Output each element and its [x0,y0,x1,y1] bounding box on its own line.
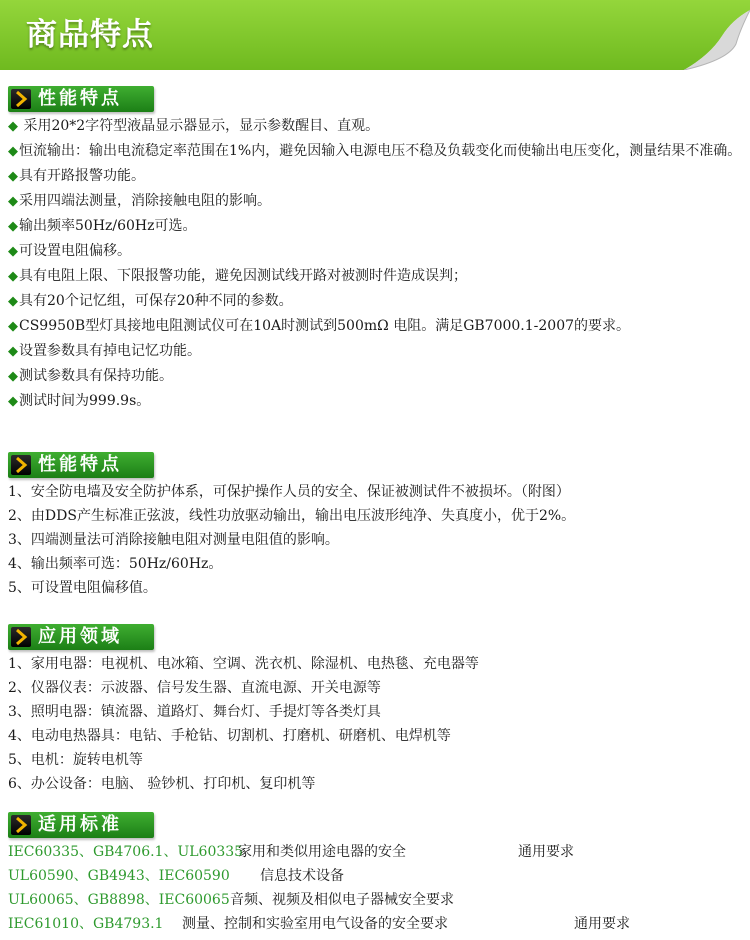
standard-codes: UL60590、GB4943、IEC60590 [8,868,230,884]
list-item: ◆测试时间为999.9s。 [8,393,151,409]
standard-codes: IEC61010、GB4793.1 [8,916,164,932]
header-banner [0,0,750,70]
list-item: 2、仪器仪表：示波器、信号发生器、直流电源、开关电源等 [8,680,381,696]
list-item: ◆具有电阻上限、下限报警功能，避免因测试线开路对被测时件造成误判； [8,268,467,284]
application-list [8,652,746,796]
list-item: 6、办公设备：电脑、 验钞机、打印机、复印机等 [8,776,316,792]
diamond-icon: ◆ [8,144,18,159]
list-item: ◆可设置电阻偏移。 [8,243,131,259]
list-item: 5、可设置电阻偏移值。 [8,580,157,596]
feature-list-2 [8,480,746,600]
list-item: ◆恒流输出：输出电流稳定率范围在1%内，避免因输入电源电压不稳及负载变化而使输出电压变化，测量结果不准确。 [8,143,742,159]
section-tag-application [8,624,154,650]
list-item: ◆设置参数具有掉电记忆功能。 [8,343,201,359]
chevron-right-icon [11,455,31,475]
diamond-icon: ◆ [8,119,18,134]
standard-codes: UL60065、GB8898、IEC60065 [8,892,230,908]
list-item: 4、输出频率可选：50Hz/60Hz。 [8,556,223,572]
list-item: 3、照明电器：镇流器、道路灯、舞台灯、手提灯等各类灯具 [8,704,381,720]
list-item: 1、家用电器：电视机、电冰箱、空调、洗衣机、除湿机、电热毯、充电器等 [8,656,479,672]
standard-codes: IEC60335、GB4706.1、UL60335 [8,844,244,860]
standard-description: 信息技术设备 [260,868,344,884]
section-tag-label: 应用领域 [38,626,122,647]
diamond-icon: ◆ [8,194,18,209]
page-curl-icon [670,0,750,70]
list-item: ◆ 采用20*2字符型液晶显示器显示，显示参数醒目、直观。 [8,118,380,134]
diamond-icon: ◆ [8,394,18,409]
chevron-right-icon [11,815,31,835]
standard-row [8,912,748,936]
standard-requirement: 通用要求 [574,916,630,932]
section-tag-performance-2 [8,452,154,478]
chevron-right-icon [11,627,31,647]
list-item: ◆CS9950B型灯具接地电阻测试仪可在10A时测试到500mΩ 电阻。满足GB7000.1-2007的要求。 [8,318,631,334]
list-item: ◆输出频率50Hz/60Hz可选。 [8,218,197,234]
standard-requirement: 通用要求 [518,844,574,860]
section-tag-label: 性能特点 [38,88,122,109]
section-tag-performance [8,86,154,112]
list-item: ◆测试参数具有保持功能。 [8,368,173,384]
diamond-icon: ◆ [8,369,18,384]
standard-description: 家用和类似用途电器的安全 [238,844,406,860]
standards-list [8,840,748,936]
standard-row [8,864,748,888]
list-item: 1、安全防电墙及安全防护体系，可保护操作人员的安全、保证被测试件不被损坏。（附图） [8,484,570,500]
diamond-icon: ◆ [8,244,18,259]
list-item: ◆具有开路报警功能。 [8,168,145,184]
standard-row [8,840,748,864]
banner-title: 商品特点 [26,17,154,53]
section-tag-standards [8,812,154,838]
diamond-icon: ◆ [8,269,18,284]
section-tag-label: 适用标准 [38,814,122,835]
list-item: ◆采用四端法测量，消除接触电阻的影响。 [8,193,271,209]
diamond-icon: ◆ [8,344,18,359]
feature-list [8,114,746,414]
list-item: ◆具有20个记忆组，可保存20种不同的参数。 [8,293,293,309]
standard-description: 音频、视频及相似电子器械安全要求 [230,892,454,908]
list-item: 2、由DDS产生标准正弦波，线性功放驱动输出，输出电压波形纯净、失真度小，优于2%。 [8,508,576,524]
list-item: 4、电动电热器具：电钻、手枪钻、切割机、打磨机、研磨机、电焊机等 [8,728,451,744]
standard-description: 测量、控制和实验室用电气设备的安全要求 [182,916,448,932]
list-item: 5、电机：旋转电机等 [8,752,143,768]
diamond-icon: ◆ [8,319,18,334]
section-tag-label: 性能特点 [38,454,122,475]
diamond-icon: ◆ [8,169,18,184]
diamond-icon: ◆ [8,294,18,309]
list-item: 3、四端测量法可消除接触电阻对测量电阻值的影响。 [8,532,339,548]
diamond-icon: ◆ [8,219,18,234]
standard-row [8,888,748,912]
chevron-right-icon [11,89,31,109]
